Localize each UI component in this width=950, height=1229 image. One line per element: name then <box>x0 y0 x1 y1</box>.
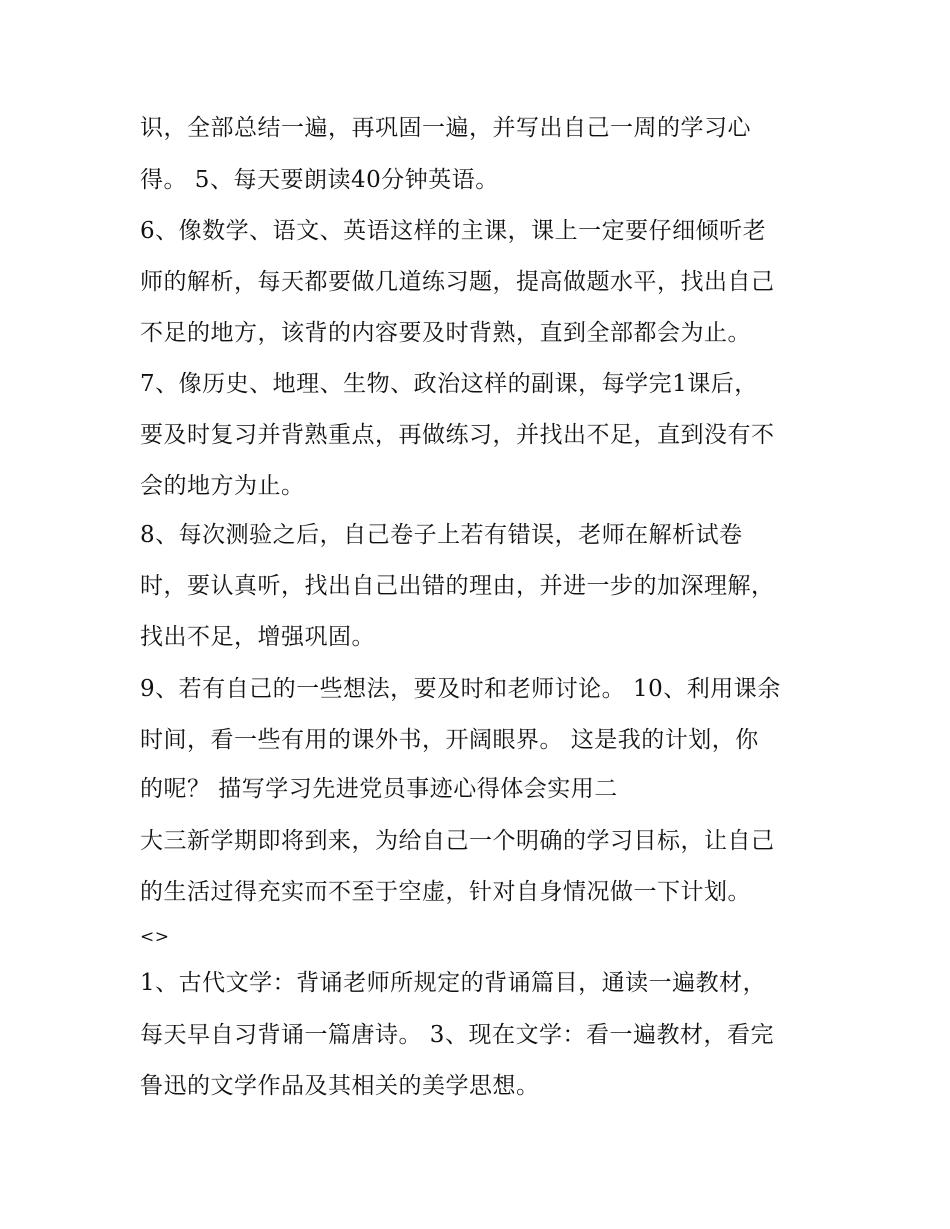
text-line: 7、像历史、地理、生物、政治这样的副课，每学完1课后， <box>140 371 758 397</box>
text-line: 师的解析，每天都要做几道练习题，提高做题水平，找出自己 <box>140 269 775 295</box>
text-line: 不足的地方，该背的内容要及时背熟，直到全部都会为止。 <box>140 320 751 346</box>
text-line: 的生活过得充实而不至于空虚，针对自身情况做一下计划。 <box>140 879 751 905</box>
text-line: 的呢？ 描写学习先进党员事迹心得体会实用二 <box>140 776 618 802</box>
text-line: 8、每次测验之后，自己卷子上若有错误，老师在解析试卷 <box>140 522 743 548</box>
text-line: 每天早自习背诵一篇唐诗。 3、现在文学：看一遍教材，看完 <box>140 1022 774 1048</box>
text-line: 时间，看一些有用的课外书，开阔眼界。 这是我的计划，你 <box>140 727 759 753</box>
text-line: 大三新学期即将到来，为给自己一个明确的学习目标，让自己 <box>140 828 775 854</box>
text-line: 找出不足，增强巩固。 <box>140 624 375 650</box>
text-line: 时，要认真听，找出自己出错的理由，并进一步的加深理解， <box>140 573 775 599</box>
text-line: 鲁迅的文学作品及其相关的美学思想。 <box>140 1073 540 1099</box>
text-line: 识，全部总结一遍，再巩固一遍，并写出自己一周的学习心 <box>140 115 751 141</box>
text-line: 会的地方为止。 <box>140 473 305 499</box>
text-line: 6、像数学、语文、英语这样的主课，课上一定要仔细倾听老 <box>140 218 767 244</box>
text-line: 得。 5、每天要朗读40分钟英语。 <box>140 167 499 193</box>
text-line: 9、若有自己的一些想法，要及时和老师讨论。 10、利用课余 <box>140 676 781 702</box>
text-line: 要及时复习并背熟重点，再做练习，并找出不足，直到没有不 <box>140 422 775 448</box>
text-line: 1、古代文学：背诵老师所规定的背诵篇目，通读一遍教材， <box>140 970 767 996</box>
text-line: <> <box>140 927 170 947</box>
